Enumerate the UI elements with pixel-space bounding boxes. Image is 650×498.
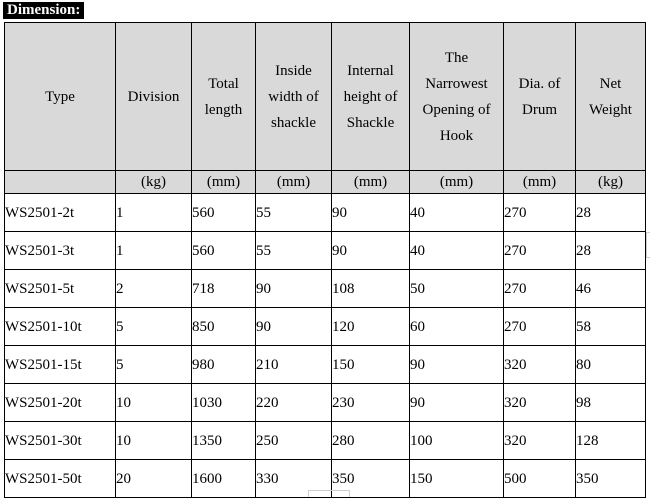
cell-type: WS2501-20t <box>5 384 116 422</box>
header-line: Hook <box>439 127 474 144</box>
cell-total-length: 1350 <box>192 422 256 460</box>
header-line: Dia. of <box>518 75 561 92</box>
header-line: length <box>204 101 243 118</box>
cell-division: 1 <box>116 194 192 232</box>
cell-total-length: 1030 <box>192 384 256 422</box>
cell-internal-height: 108 <box>332 270 410 308</box>
cell-division: 1 <box>116 232 192 270</box>
cell-total-length: 718 <box>192 270 256 308</box>
cell-inside-width: 55 <box>256 194 332 232</box>
cell-narrowest-opening: 60 <box>410 308 504 346</box>
header-line: Drum <box>522 101 557 118</box>
unit-cell: (mm) <box>332 171 410 194</box>
cell-inside-width: 250 <box>256 422 332 460</box>
cell-division: 10 <box>116 384 192 422</box>
table-row <box>5 384 646 422</box>
unit-cell: (kg) <box>116 171 192 194</box>
cell-division: 10 <box>116 422 192 460</box>
header-line: Total <box>208 75 239 92</box>
cell-total-length: 980 <box>192 346 256 384</box>
table-body <box>5 194 646 498</box>
header-line: Division <box>127 88 180 105</box>
table-row <box>5 232 646 270</box>
cell-drum-diameter: 270 <box>504 270 576 308</box>
cell-net-weight: 80 <box>576 346 646 384</box>
cell-narrowest-opening: 150 <box>410 460 504 498</box>
cell-narrowest-opening: 90 <box>410 346 504 384</box>
header-line: shackle <box>271 114 316 131</box>
dimension-table <box>4 22 646 498</box>
unit-cell: (kg) <box>576 171 646 194</box>
cell-narrowest-opening: 100 <box>410 422 504 460</box>
cell-internal-height: 350 <box>332 460 410 498</box>
header-line: Type <box>45 88 75 105</box>
cell-narrowest-opening: 40 <box>410 232 504 270</box>
bottom-scroll-handle[interactable] <box>308 490 350 497</box>
cell-net-weight: 58 <box>576 308 646 346</box>
unit-cell: (mm) <box>192 171 256 194</box>
cell-inside-width: 330 <box>256 460 332 498</box>
cell-drum-diameter: 270 <box>504 232 576 270</box>
header-drum-diameter <box>504 23 576 171</box>
cell-drum-diameter: 270 <box>504 194 576 232</box>
cell-internal-height: 230 <box>332 384 410 422</box>
cell-internal-height: 120 <box>332 308 410 346</box>
cell-net-weight: 28 <box>576 194 646 232</box>
cell-total-length: 850 <box>192 308 256 346</box>
header-row <box>5 23 646 171</box>
table-row <box>5 422 646 460</box>
header-total-length <box>192 23 256 171</box>
cell-type: WS2501-30t <box>5 422 116 460</box>
cell-division: 20 <box>116 460 192 498</box>
cell-net-weight: 46 <box>576 270 646 308</box>
header-line: Opening of <box>422 101 491 118</box>
unit-row <box>5 171 646 194</box>
header-line: height of <box>343 88 398 105</box>
cell-net-weight: 98 <box>576 384 646 422</box>
cell-net-weight: 128 <box>576 422 646 460</box>
cell-type: WS2501-3t <box>5 232 116 270</box>
unit-cell: (mm) <box>410 171 504 194</box>
cell-type: WS2501-5t <box>5 270 116 308</box>
header-line: Internal <box>347 62 394 79</box>
cell-inside-width: 55 <box>256 232 332 270</box>
cell-internal-height: 150 <box>332 346 410 384</box>
cell-net-weight: 350 <box>576 460 646 498</box>
cell-internal-height: 90 <box>332 232 410 270</box>
cell-drum-diameter: 320 <box>504 422 576 460</box>
cell-inside-width: 220 <box>256 384 332 422</box>
cell-drum-diameter: 320 <box>504 384 576 422</box>
table-row <box>5 346 646 384</box>
header-net-weight <box>576 23 646 171</box>
cell-inside-width: 210 <box>256 346 332 384</box>
section-title-bar <box>3 2 84 19</box>
table-row <box>5 194 646 232</box>
header-line: Inside <box>275 62 312 79</box>
header-line: Net <box>599 75 622 92</box>
cell-narrowest-opening: 50 <box>410 270 504 308</box>
header-division <box>116 23 192 171</box>
table-row <box>5 270 646 308</box>
cell-drum-diameter: 320 <box>504 346 576 384</box>
unit-cell: (mm) <box>256 171 332 194</box>
cell-division: 5 <box>116 308 192 346</box>
cell-total-length: 1600 <box>192 460 256 498</box>
header-inside-width <box>256 23 332 171</box>
header-line: The <box>444 49 469 66</box>
header-narrowest-opening <box>410 23 504 171</box>
cell-division: 2 <box>116 270 192 308</box>
header-line: Shackle <box>346 114 395 131</box>
cell-inside-width: 90 <box>256 270 332 308</box>
cell-net-weight: 28 <box>576 232 646 270</box>
unit-cell: (mm) <box>504 171 576 194</box>
cell-type: WS2501-50t <box>5 460 116 498</box>
side-scroll-handle[interactable] <box>646 232 650 258</box>
cell-internal-height: 90 <box>332 194 410 232</box>
cell-narrowest-opening: 90 <box>410 384 504 422</box>
cell-division: 5 <box>116 346 192 384</box>
cell-type: WS2501-15t <box>5 346 116 384</box>
cell-total-length: 560 <box>192 194 256 232</box>
header-line: Weight <box>589 101 632 118</box>
cell-narrowest-opening: 40 <box>410 194 504 232</box>
cell-internal-height: 280 <box>332 422 410 460</box>
cell-type: WS2501-10t <box>5 308 116 346</box>
cell-inside-width: 90 <box>256 308 332 346</box>
cell-drum-diameter: 270 <box>504 308 576 346</box>
header-internal-height <box>332 23 410 171</box>
header-type <box>5 23 116 171</box>
unit-cell <box>5 171 116 194</box>
cell-type: WS2501-2t <box>5 194 116 232</box>
cell-total-length: 560 <box>192 232 256 270</box>
table-row <box>5 308 646 346</box>
header-line: width of <box>268 88 319 105</box>
cell-drum-diameter: 500 <box>504 460 576 498</box>
header-line: Narrowest <box>425 75 488 92</box>
section-title: Dimension: <box>7 2 81 18</box>
